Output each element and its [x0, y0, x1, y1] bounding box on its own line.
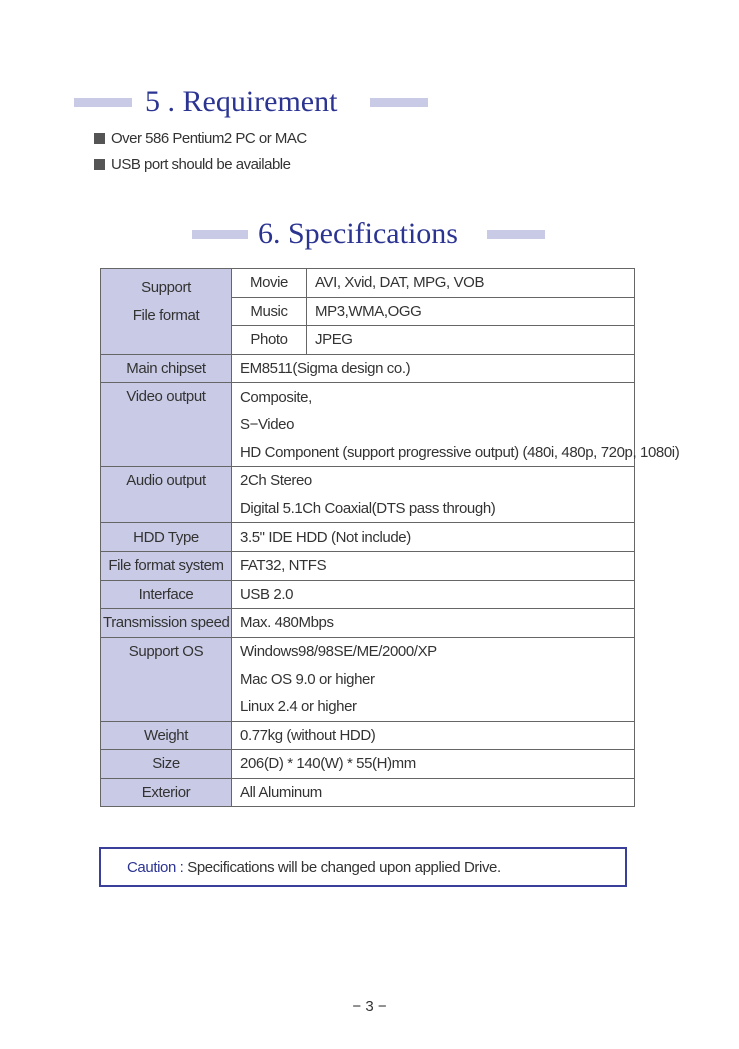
- page-number: − 3 −: [352, 998, 387, 1015]
- square-bullet-icon: [94, 133, 105, 144]
- video-output-label: Video output: [101, 383, 232, 467]
- interface-label: Interface: [101, 580, 232, 609]
- transmission-speed-value: Max. 480Mbps: [232, 609, 635, 638]
- requirement-title: 5 . Requirement: [145, 85, 338, 118]
- size-label: Size: [101, 750, 232, 779]
- video-output-value: Composite,: [232, 383, 635, 411]
- square-bullet-icon: [94, 159, 105, 170]
- table-row: [101, 750, 635, 779]
- weight-value: 0.77kg (without HDD): [232, 721, 635, 750]
- specifications-table: [100, 268, 680, 807]
- video-output-value: HD Component (support progressive output) (480i, 480p, 720p, 1080i): [232, 439, 635, 467]
- title-decoration-bar: [370, 98, 428, 107]
- main-chipset-label: Main chipset: [101, 354, 232, 383]
- support-os-value: Mac OS 9.0 or higher: [232, 665, 635, 693]
- support-os-value: Windows98/98SE/ME/2000/XP: [232, 637, 635, 665]
- specifications-section-title: [0, 214, 739, 254]
- format-value-cell: JPEG: [307, 326, 635, 355]
- table-row: [101, 383, 635, 411]
- table-row: [101, 467, 635, 495]
- table-row: [101, 269, 635, 298]
- list-item: Over 586 Pentium2 PC or MAC: [94, 128, 307, 154]
- support-os-label: Support OS: [101, 637, 232, 721]
- hdd-type-value: 3.5" IDE HDD (Not include): [232, 523, 635, 552]
- support-os-value: Linux 2.4 or higher: [232, 693, 635, 721]
- support-file-format-label: Support File format: [101, 269, 232, 355]
- table-row: [101, 580, 635, 609]
- hdd-type-label: HDD Type: [101, 523, 232, 552]
- table-row: [101, 721, 635, 750]
- video-output-value: S−Video: [232, 411, 635, 439]
- transmission-speed-label: Transmission speed: [101, 609, 232, 638]
- exterior-label: Exterior: [101, 778, 232, 807]
- interface-value: USB 2.0: [232, 580, 635, 609]
- table-row: [101, 637, 635, 665]
- exterior-value: All Aluminum: [232, 778, 635, 807]
- format-value-cell: MP3,WMA,OGG: [307, 297, 635, 326]
- specifications-title: 6. Specifications: [258, 217, 458, 250]
- list-item: USB port should be available: [94, 154, 307, 180]
- main-chipset-value: EM8511(Sigma design co.): [232, 354, 635, 383]
- audio-output-value: Digital 5.1Ch Coaxial(DTS pass through): [232, 495, 635, 523]
- format-type-cell: Photo: [232, 326, 307, 355]
- caution-heading: Caution :: [127, 859, 188, 876]
- audio-output-label: Audio output: [101, 467, 232, 523]
- format-type-cell: Music: [232, 297, 307, 326]
- file-format-system-value: FAT32, NTFS: [232, 551, 635, 580]
- table-row: [101, 778, 635, 807]
- requirement-section-title: [0, 82, 739, 122]
- table-row: [101, 551, 635, 580]
- title-decoration-bar: [487, 230, 545, 239]
- table-row: [101, 354, 635, 383]
- audio-output-value: 2Ch Stereo: [232, 467, 635, 495]
- title-decoration-bar: [74, 98, 132, 107]
- format-type-cell: Movie: [232, 269, 307, 298]
- caution-text: Specifications will be changed upon applied Drive.: [187, 859, 501, 876]
- format-value-cell: AVI, Xvid, DAT, MPG, VOB: [307, 269, 635, 298]
- weight-label: Weight: [101, 721, 232, 750]
- table-row: [101, 523, 635, 552]
- caution-box: [99, 847, 627, 887]
- table-row: [101, 609, 635, 638]
- size-value: 206(D) * 140(W) * 55(H)mm: [232, 750, 635, 779]
- title-decoration-bar: [192, 230, 248, 239]
- requirement-list: [94, 128, 307, 180]
- file-format-system-label: File format system: [101, 551, 232, 580]
